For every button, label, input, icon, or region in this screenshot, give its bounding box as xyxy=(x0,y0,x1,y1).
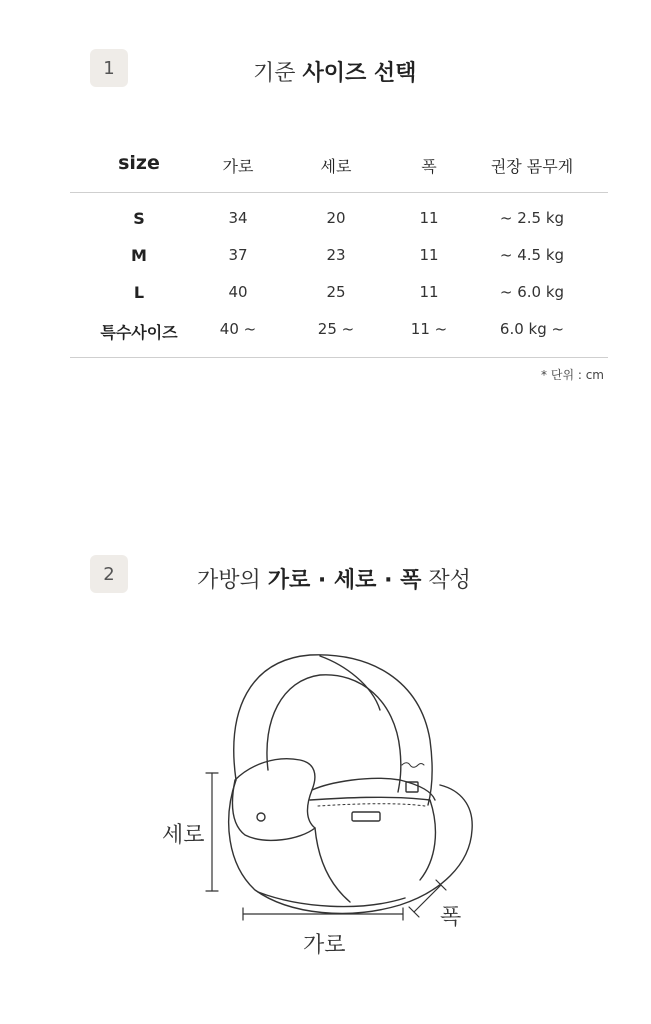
row-size: S xyxy=(133,209,145,228)
row-depth: 11 xyxy=(419,246,439,264)
size-table xyxy=(70,140,608,358)
row-height: 20 xyxy=(326,209,346,227)
row-height: 25 xyxy=(326,283,346,301)
header-size: size xyxy=(118,152,160,174)
height-label: 세로 xyxy=(162,823,205,848)
row-depth: 11 xyxy=(419,283,439,301)
table-row xyxy=(70,312,608,349)
table-row xyxy=(70,238,608,275)
section-2-title-prefix: 가방의 xyxy=(197,568,268,593)
row-depth: 11 xyxy=(419,209,439,227)
header-depth: 폭 xyxy=(421,157,437,176)
width-label: 가로 xyxy=(303,933,346,958)
row-height: 23 xyxy=(326,246,346,264)
header-weight: 권장 몸무게 xyxy=(490,157,574,176)
row-weight: 6.0 kg ~ xyxy=(499,320,565,338)
header-width: 가로 xyxy=(222,157,254,176)
table-row xyxy=(70,201,608,238)
section-1-title-bold: 사이즈 선택 xyxy=(302,61,417,86)
table-body xyxy=(70,193,608,357)
row-size: L xyxy=(133,283,145,302)
row-width: 37 xyxy=(228,246,248,264)
row-weight: ~ 4.5 kg xyxy=(499,246,565,264)
row-height: 25 ~ xyxy=(317,320,355,338)
table-row xyxy=(70,275,608,312)
step-2-badge: 2 xyxy=(90,555,128,593)
depth-label: 폭 xyxy=(440,905,462,930)
bag-diagram xyxy=(0,630,651,1010)
table-divider-bottom xyxy=(70,357,608,358)
unit-note: * 단위 : cm xyxy=(541,368,604,382)
section-1-title-normal: 기준 xyxy=(253,61,303,86)
row-size: 특수사이즈 xyxy=(100,323,178,342)
section-1-title xyxy=(253,56,416,87)
row-size: M xyxy=(131,246,147,265)
row-width: 34 xyxy=(228,209,248,227)
row-weight: ~ 6.0 kg xyxy=(499,283,565,301)
section-2-title-suffix: 작성 xyxy=(421,568,471,593)
section-2-title-bold: 가로 · 세로 · 폭 xyxy=(267,568,422,593)
section-2-title xyxy=(197,563,471,594)
row-width: 40 xyxy=(228,283,248,301)
header-height: 세로 xyxy=(320,157,352,176)
table-header-row xyxy=(70,140,608,192)
row-width: 40 ~ xyxy=(219,320,257,338)
step-1-badge: 1 xyxy=(90,49,128,87)
row-weight: ~ 2.5 kg xyxy=(499,209,565,227)
row-depth: 11 ~ xyxy=(410,320,448,338)
